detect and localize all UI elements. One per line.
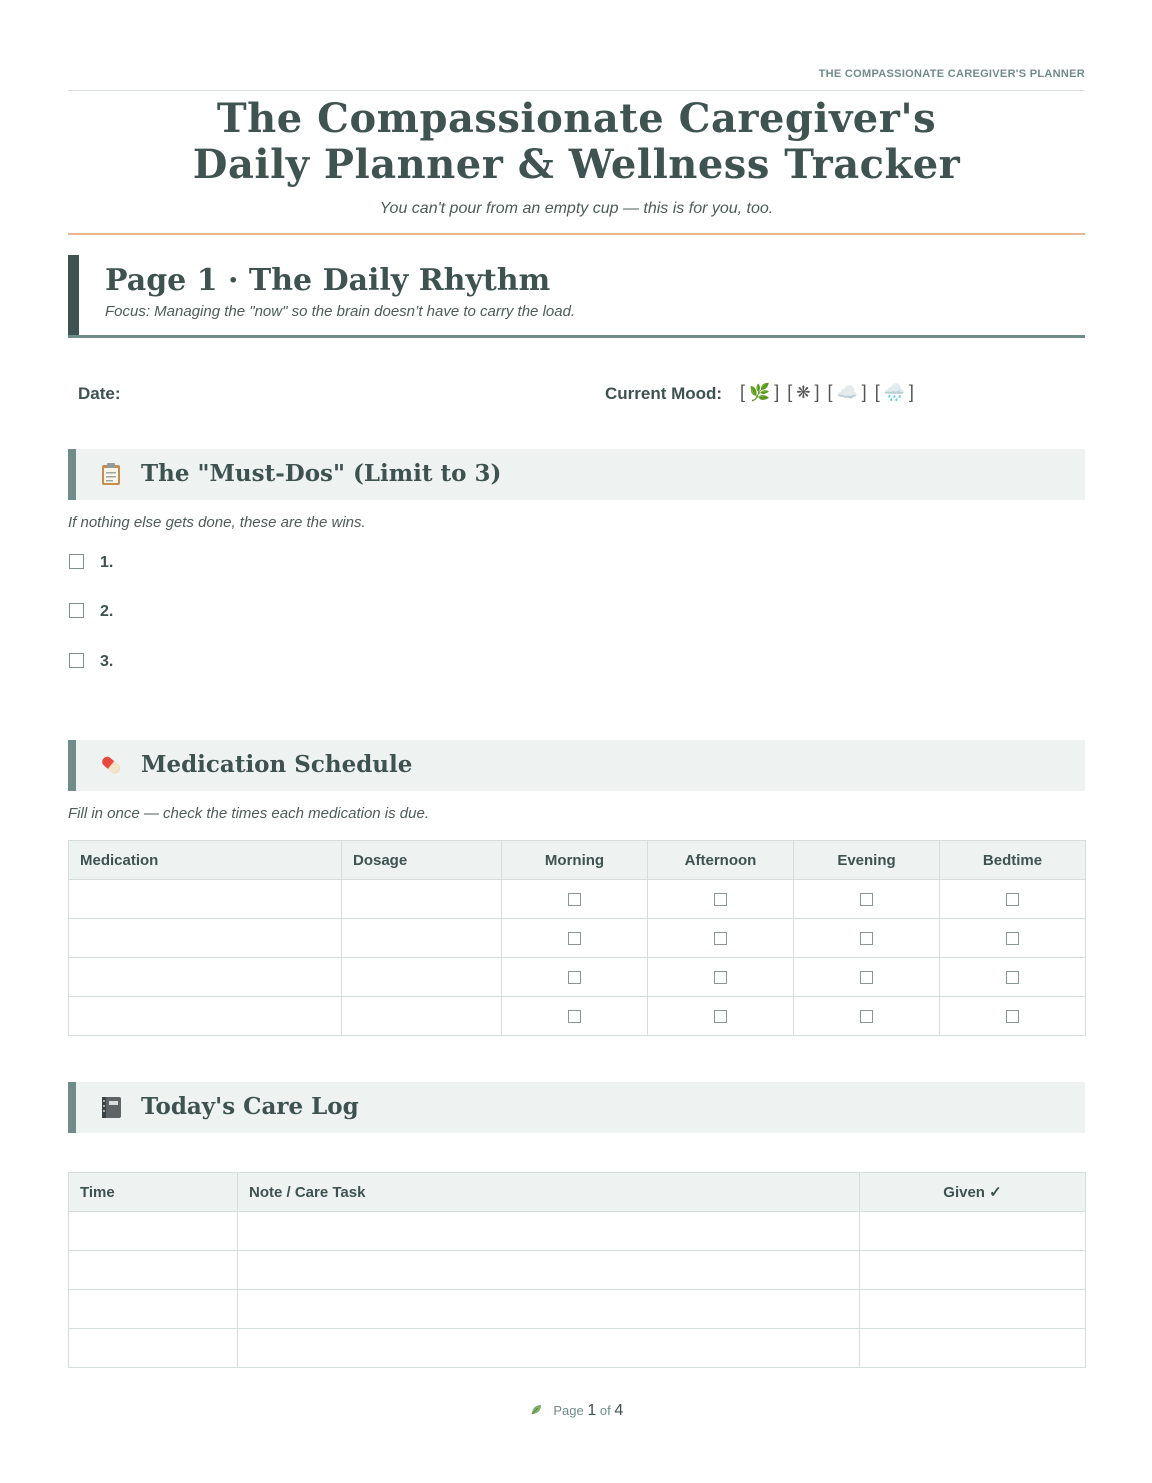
must-dos-title: The "Must-Dos" (Limit to 3): [141, 460, 502, 487]
mood-option-cloud[interactable]: [ ☁️ ]: [827, 382, 867, 402]
document-title: [68, 96, 1085, 188]
leaf-icon: 🌿: [749, 383, 771, 402]
footer-of-word: of: [599, 1403, 611, 1418]
checkbox[interactable]: [714, 1010, 727, 1023]
checkbox[interactable]: [568, 932, 581, 945]
dosage-cell[interactable]: [342, 958, 502, 997]
running-header: THE COMPASSIONATE CAREGIVER'S PLANNER: [818, 68, 1085, 80]
column-header-medication: Medication: [69, 841, 342, 880]
mood-option-sparkle[interactable]: [ ❋ ]: [787, 382, 820, 402]
banner-underline: [68, 335, 1085, 338]
table-row: [69, 997, 1086, 1036]
pill-icon: [98, 752, 124, 778]
footer-current-page: 1: [587, 1402, 597, 1419]
meta-row: [68, 382, 1085, 408]
medication-header: [68, 740, 1085, 791]
column-header-note: Note / Care Task: [238, 1173, 860, 1212]
section-accent-bar: [68, 740, 76, 791]
mood-options: [740, 382, 914, 403]
page-focus: Focus: Managing the "now" so the brain doesn’t have to carry the load.: [105, 303, 576, 320]
column-header-given: Given ✓: [860, 1173, 1086, 1212]
evening-cell: [794, 997, 940, 1036]
planner-page: [68, 0, 1085, 1483]
checkbox[interactable]: [1006, 1010, 1019, 1023]
note-cell[interactable]: [238, 1290, 860, 1329]
table-row: [69, 1329, 1086, 1368]
title-line-2: Daily Planner & Wellness Tracker: [192, 141, 961, 188]
header-divider: [68, 90, 1085, 91]
bedtime-cell: [940, 958, 1086, 997]
date-label: Date:: [78, 384, 121, 403]
care-log-header: [68, 1082, 1085, 1133]
note-cell[interactable]: [238, 1251, 860, 1290]
column-header-bedtime: Bedtime: [940, 841, 1086, 880]
afternoon-cell: [648, 919, 794, 958]
bedtime-cell: [940, 997, 1086, 1036]
checkbox[interactable]: [568, 1010, 581, 1023]
afternoon-cell: [648, 958, 794, 997]
checkbox[interactable]: [69, 554, 84, 569]
checkbox[interactable]: [714, 971, 727, 984]
table-row: [69, 1290, 1086, 1329]
given-cell[interactable]: [860, 1329, 1086, 1368]
footer-page-word: Page: [553, 1403, 584, 1418]
checkbox[interactable]: [69, 603, 84, 618]
evening-cell: [794, 919, 940, 958]
medication-cell[interactable]: [69, 958, 342, 997]
care-log-table: [68, 1172, 1086, 1368]
bedtime-cell: [940, 880, 1086, 919]
checkbox[interactable]: [714, 893, 727, 906]
bedtime-cell: [940, 919, 1086, 958]
mood-option-leaf[interactable]: [ 🌿 ]: [740, 382, 780, 402]
morning-cell: [502, 958, 648, 997]
column-header-morning: Morning: [502, 841, 648, 880]
time-cell[interactable]: [69, 1212, 238, 1251]
must-do-number: 1.: [100, 554, 114, 571]
footer-total-pages: 4: [614, 1402, 624, 1419]
mood-label: Current Mood:: [605, 384, 723, 403]
checkbox[interactable]: [1006, 971, 1019, 984]
morning-cell: [502, 919, 648, 958]
dosage-cell[interactable]: [342, 880, 502, 919]
given-cell[interactable]: [860, 1290, 1086, 1329]
medication-cell[interactable]: [69, 880, 342, 919]
column-header-afternoon: Afternoon: [648, 841, 794, 880]
column-header-evening: Evening: [794, 841, 940, 880]
medication-title: Medication Schedule: [141, 751, 413, 778]
checkbox[interactable]: [1006, 893, 1019, 906]
dosage-cell[interactable]: [342, 997, 502, 1036]
must-do-number: 3.: [100, 653, 114, 670]
page-heading: Page 1 · The Daily Rhythm: [105, 263, 551, 298]
section-accent-bar: [68, 1082, 76, 1133]
page-footer: [68, 1402, 1085, 1420]
section-accent-bar: [68, 449, 76, 500]
checkbox[interactable]: [860, 1010, 873, 1023]
afternoon-cell: [648, 880, 794, 919]
checkbox[interactable]: [860, 932, 873, 945]
clipboard-icon: [98, 461, 124, 487]
given-cell[interactable]: [860, 1212, 1086, 1251]
cloud-icon: ☁️: [836, 383, 858, 402]
checkbox[interactable]: [714, 932, 727, 945]
table-header-row: [69, 1173, 1086, 1212]
sparkle-icon: ❋: [796, 383, 811, 402]
rain-cloud-icon: 🌧️: [883, 383, 905, 402]
table-row: [69, 958, 1086, 997]
mood-option-rain[interactable]: [ 🌧️ ]: [874, 382, 914, 402]
medication-cell[interactable]: [69, 997, 342, 1036]
medication-note: Fill in once — check the times each medication is due.: [68, 805, 430, 822]
evening-cell: [794, 958, 940, 997]
document-subtitle: You can't pour from an empty cup — this is for you, too.: [379, 200, 774, 217]
time-cell[interactable]: [69, 1251, 238, 1290]
table-row: [69, 1212, 1086, 1251]
table-header-row: [69, 841, 1086, 880]
checkbox[interactable]: [568, 971, 581, 984]
banner-accent-bar: [68, 255, 79, 335]
checkbox[interactable]: [860, 893, 873, 906]
must-dos-note: If nothing else gets done, these are the wins.: [68, 514, 366, 531]
afternoon-cell: [648, 997, 794, 1036]
checkbox[interactable]: [1006, 932, 1019, 945]
medication-table: [68, 840, 1086, 1036]
given-cell[interactable]: [860, 1251, 1086, 1290]
medication-cell[interactable]: [69, 919, 342, 958]
note-cell[interactable]: [238, 1212, 860, 1251]
dosage-cell[interactable]: [342, 919, 502, 958]
leaf-icon: [530, 1404, 542, 1416]
evening-cell: [794, 880, 940, 919]
page-banner: [68, 255, 1085, 338]
title-line-1: The Compassionate Caregiver's: [216, 95, 937, 142]
time-cell[interactable]: [69, 1290, 238, 1329]
accent-divider: [68, 233, 1085, 235]
table-row: [69, 1251, 1086, 1290]
column-header-dosage: Dosage: [342, 841, 502, 880]
checkbox[interactable]: [860, 971, 873, 984]
care-log-title: Today's Care Log: [141, 1093, 359, 1120]
table-row: [69, 880, 1086, 919]
must-do-number: 2.: [100, 603, 114, 620]
note-cell[interactable]: [238, 1329, 860, 1368]
checkbox[interactable]: [69, 653, 84, 668]
table-row: [69, 919, 1086, 958]
morning-cell: [502, 880, 648, 919]
column-header-time: Time: [69, 1173, 238, 1212]
notebook-icon: [98, 1094, 124, 1120]
must-dos-header: [68, 449, 1085, 500]
morning-cell: [502, 997, 648, 1036]
checkbox[interactable]: [568, 893, 581, 906]
time-cell[interactable]: [69, 1329, 238, 1368]
